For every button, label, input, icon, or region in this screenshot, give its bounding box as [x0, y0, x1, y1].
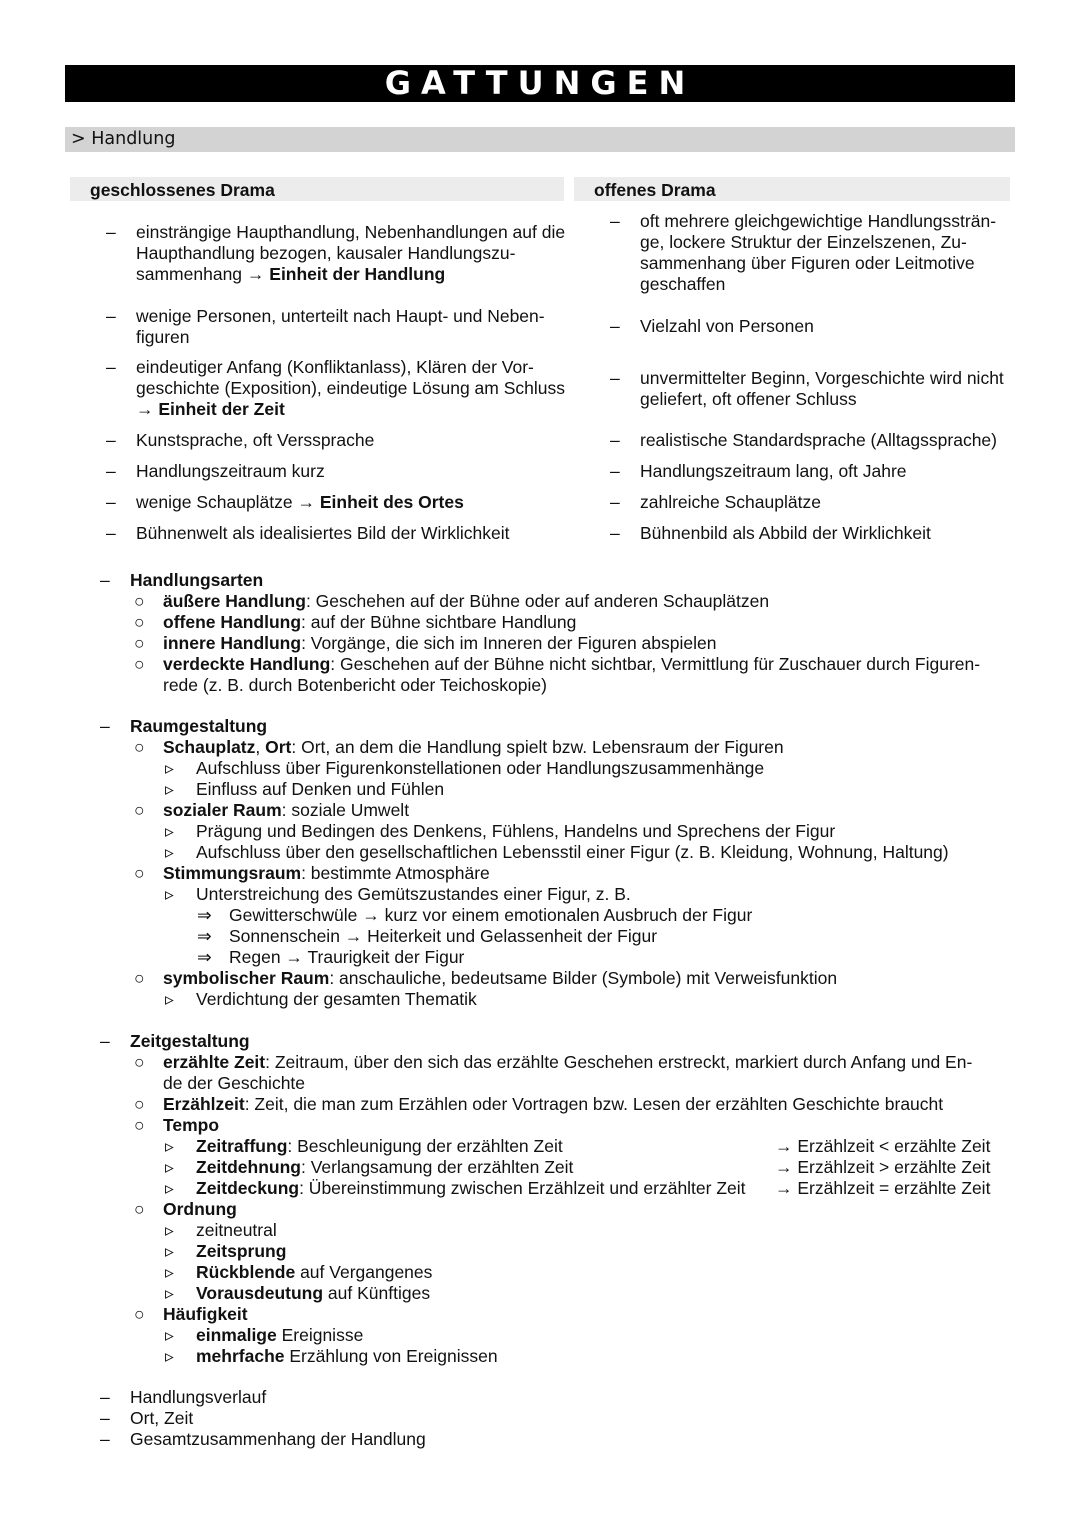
outline-subsubitem: Regen → Traurigkeit der Figur	[229, 947, 465, 967]
dash-marker: –	[106, 492, 116, 512]
triangle-marker: ▹	[165, 1325, 174, 1345]
dash-marker: –	[610, 316, 620, 336]
triangle-marker: ▹	[165, 1262, 174, 1282]
outline-subsubitem: Sonnenschein → Heiterkeit und Gelassenheit der Figur	[229, 926, 658, 946]
outline-item: Ordnung	[163, 1199, 237, 1219]
outline-item: verdeckte Handlung: Geschehen auf der Bühne nicht sichtbar, Vermittlung für Zuschauer durch Figuren-	[163, 654, 981, 674]
item-text: Bühnenwelt als idealisiertes Bild der Wirklichkeit	[136, 523, 510, 543]
item-text: unvermittelter Beginn, Vorgeschichte wird nicht geliefert, oft offener Schluss	[640, 368, 1004, 409]
item-text: einsträngige Haupthandlung, Nebenhandlungen auf die Haupthandlung bezogen, kausaler Handlungszu-sammenhang →	[136, 222, 566, 284]
circle-marker: ○	[134, 863, 145, 883]
circle-marker: ○	[134, 612, 145, 632]
circle-marker: ○	[134, 1304, 145, 1324]
dash-marker: –	[106, 222, 116, 242]
outline-subsubitem: Gewitterschwüle → kurz vor einem emotionalen Ausbruch der Figur	[229, 905, 753, 925]
arrow-marker: ⇒	[197, 926, 212, 946]
outline-item: erzählte Zeit: Zeitraum, über den sich das erzählte Geschehen erstreckt, markiert durch Anfang und En-	[163, 1052, 973, 1072]
column-head-closed-drama: geschlossenes Drama	[70, 177, 564, 201]
triangle-marker: ▹	[165, 1241, 174, 1261]
outline-subitem: Aufschluss über Figurenkonstellationen oder Handlungszusammenhänge	[196, 758, 765, 778]
outline-item: Tempo	[163, 1115, 220, 1135]
outline-subitem: zeitneutral	[196, 1220, 277, 1240]
circle-marker: ○	[134, 968, 145, 988]
outline-item-continued: de der Geschichte	[163, 1073, 306, 1093]
triangle-marker: ▹	[165, 779, 174, 799]
dash-marker: –	[610, 523, 620, 543]
arrow-marker: ⇒	[197, 905, 212, 925]
outline-item: Schauplatz, Ort: Ort, an dem die Handlung spielt bzw. Lebensraum der Figuren	[163, 737, 784, 757]
dash-marker: –	[106, 523, 116, 543]
dash-marker: –	[100, 1408, 110, 1428]
item-text: eindeutiger Anfang (Konfliktanlass), Klären der Vor-geschichte (Exposition), eindeutige Lösung am Schluss →	[136, 357, 565, 419]
circle-marker: ○	[134, 1115, 145, 1135]
item-emphasis: Einheit der Handlung	[269, 264, 446, 284]
outline-subitem: einmalige Ereignisse	[196, 1325, 364, 1345]
dash-marker: –	[610, 461, 620, 481]
outline-heading: Raumgestaltung	[130, 716, 268, 736]
outline-item: Erzählzeit: Zeit, die man zum Erzählen oder Vortragen bzw. Lesen der erzählten Geschichte braucht	[163, 1094, 944, 1114]
outline-item: offene Handlung: auf der Bühne sichtbare Handlung	[163, 612, 577, 632]
outline-subitem: Zeitraffung: Beschleunigung der erzählten Zeit	[196, 1136, 563, 1156]
triangle-marker: ▹	[165, 1346, 174, 1366]
triangle-marker: ▹	[165, 1220, 174, 1240]
outline-heading: Zeitgestaltung	[130, 1031, 250, 1051]
item-text: Handlungszeitraum lang, oft Jahre	[640, 461, 907, 481]
dash-marker: –	[100, 716, 110, 736]
item-text: Vielzahl von Personen	[640, 316, 814, 336]
triangle-marker: ▹	[165, 1178, 174, 1198]
section-header	[65, 127, 1015, 152]
triangle-marker: ▹	[165, 989, 174, 1009]
item-emphasis: Einheit des Ortes	[319, 492, 464, 512]
outline-subitem: Unterstreichung des Gemütszustandes einer Figur, z. B.	[196, 884, 631, 904]
item-emphasis: Einheit der Zeit	[158, 399, 285, 419]
outline-subitem: Zeitdeckung: Übereinstimmung zwischen Erzählzeit und erzählter Zeit	[196, 1178, 746, 1198]
item-text: realistische Standardsprache (Alltagssprache)	[640, 430, 997, 450]
item-text: wenige Personen, unterteilt nach Haupt- und Neben-figuren	[136, 306, 545, 347]
arrow-marker: ⇒	[197, 947, 212, 967]
summary-item: Handlungsverlauf	[130, 1387, 267, 1407]
outline-item: innere Handlung: Vorgänge, die sich im Inneren der Figuren abspielen	[163, 633, 717, 653]
outline-subitem: Einfluss auf Denken und Fühlen	[196, 779, 445, 799]
triangle-marker: ▹	[165, 1283, 174, 1303]
relation-note: → Erzählzeit = erzählte Zeit	[775, 1178, 991, 1198]
triangle-marker: ▹	[165, 884, 174, 904]
dash-marker: –	[610, 492, 620, 512]
column-head-open-drama: offenes Drama	[574, 177, 1010, 201]
circle-marker: ○	[134, 1199, 145, 1219]
outline-subitem: Vorausdeutung auf Künftiges	[196, 1283, 431, 1303]
circle-marker: ○	[134, 1094, 145, 1114]
page-title: GATTUNGEN	[65, 65, 1015, 102]
summary-item: Gesamtzusammenhang der Handlung	[130, 1429, 426, 1449]
dash-marker: –	[100, 1387, 110, 1407]
outline-item: symbolischer Raum: anschauliche, bedeutsame Bilder (Symbole) mit Verweisfunktion	[163, 968, 838, 988]
dash-marker: –	[100, 570, 110, 590]
outline-item: Stimmungsraum: bestimmte Atmosphäre	[163, 863, 490, 883]
relation-note: → Erzählzeit > erzählte Zeit	[775, 1157, 991, 1177]
dash-marker: –	[106, 357, 116, 377]
dash-marker: –	[610, 430, 620, 450]
item-text: zahlreiche Schauplätze	[640, 492, 821, 512]
circle-marker: ○	[134, 591, 145, 611]
triangle-marker: ▹	[165, 758, 174, 778]
outline-subitem: Aufschluss über den gesellschaftlichen Lebensstil einer Figur (z. B. Kleidung, Wohnung, Haltung)	[196, 842, 949, 862]
dash-marker: –	[610, 211, 620, 231]
item-text: Bühnenbild als Abbild der Wirklichkeit	[640, 523, 931, 543]
item-text: wenige Schauplätze →	[136, 492, 320, 512]
relation-note: → Erzählzeit < erzählte Zeit	[775, 1136, 991, 1156]
outline-heading: Handlungsarten	[130, 570, 264, 590]
circle-marker: ○	[134, 800, 145, 820]
triangle-marker: ▹	[165, 821, 174, 841]
item-text: Kunstsprache, oft Verssprache	[136, 430, 375, 450]
circle-marker: ○	[134, 633, 145, 653]
outline-item: sozialer Raum: soziale Umwelt	[163, 800, 410, 820]
outline-subitem: Verdichtung der gesamten Thematik	[196, 989, 477, 1009]
circle-marker: ○	[134, 1052, 145, 1072]
dash-marker: –	[106, 461, 116, 481]
dash-marker: –	[106, 306, 116, 326]
dash-marker: –	[610, 368, 620, 388]
outline-subitem: Rückblende auf Vergangenes	[196, 1262, 433, 1282]
outline-item: Häufigkeit	[163, 1304, 248, 1324]
outline-subitem: Zeitsprung	[196, 1241, 287, 1261]
circle-marker: ○	[134, 654, 145, 674]
outline-item-continued: rede (z. B. durch Botenbericht oder Teichoskopie)	[163, 675, 547, 695]
circle-marker: ○	[134, 737, 145, 757]
summary-item: Ort, Zeit	[130, 1408, 194, 1428]
item-text: Handlungszeitraum kurz	[136, 461, 325, 481]
triangle-marker: ▹	[165, 842, 174, 862]
dash-marker: –	[106, 430, 116, 450]
outline-subitem: Zeitdehnung: Verlangsamung der erzählten Zeit	[196, 1157, 574, 1177]
dash-marker: –	[100, 1429, 110, 1449]
outline-subitem: mehrfache Erzählung von Ereignissen	[196, 1346, 498, 1366]
triangle-marker: ▹	[165, 1136, 174, 1156]
outline-item: äußere Handlung: Geschehen auf der Bühne oder auf anderen Schauplätzen	[163, 591, 770, 611]
section-title: > Handlung	[71, 129, 176, 149]
item-text: oft mehrere gleichgewichtige Handlungssträn-ge, lockere Struktur der Einzelszenen, Zu-sammenhang über Figuren oder Leitmotive geschaffen	[640, 211, 997, 294]
dash-marker: –	[100, 1031, 110, 1051]
triangle-marker: ▹	[165, 1157, 174, 1177]
outline-subitem: Prägung und Bedingen des Denkens, Fühlens, Handelns und Sprechens der Figur	[196, 821, 836, 841]
